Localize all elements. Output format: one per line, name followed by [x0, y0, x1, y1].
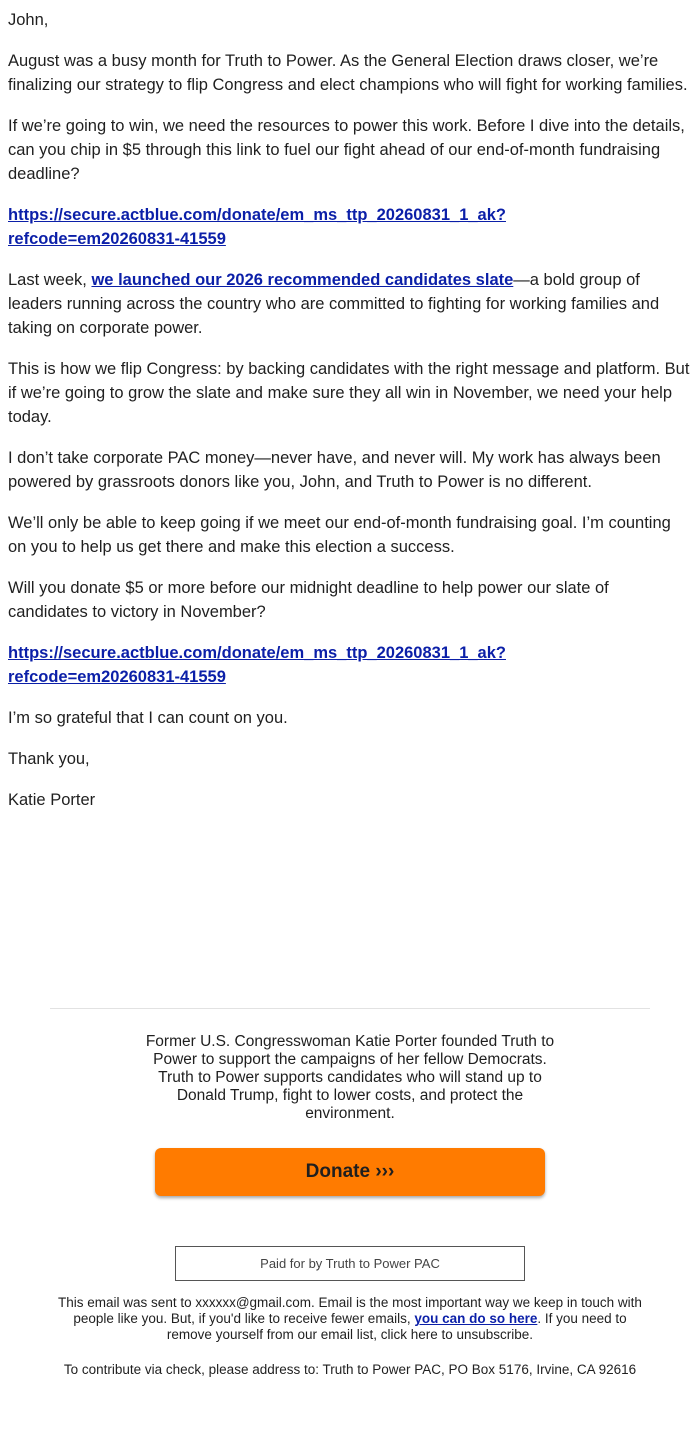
footer-email-notice — [50, 1295, 650, 1343]
slate-text-after: —a bold group of leaders running across the country who are committed to fighting for working families and taking on corporate power. — [8, 271, 660, 337]
email-notice-before: This email was sent to xxxxxx@gmail.com. Email is the most important way we keep in touch with people like you. But, if you'd like to receive fewer emails, — [58, 1295, 642, 1326]
donate-link-1[interactable] — [8, 206, 506, 248]
paragraph-flip-congress: This is how we flip Congress: by backing candidates with the right message and platform. But if we’re going to grow the slate and make sure they all win in November, we need your help today. — [8, 360, 690, 426]
paid-for-disclaimer: Paid for by Truth to Power PAC — [175, 1246, 525, 1281]
footer-about: Former U.S. Congresswoman Katie Porter founded Truth to Power to support the campaigns of her fellow Democrats. Truth to Power supports candidates who will stand up to Donald Trump, fight to lower costs, and protect the environment. — [145, 1033, 555, 1122]
signature: Katie Porter — [8, 791, 96, 809]
slate-text-before: Last week, — [8, 271, 92, 289]
donate-link-2-line1: https://secure.actblue.com/donate/em_ms_ttp_20260831_1_ak? — [8, 644, 506, 662]
footer-divider — [50, 1008, 650, 1009]
paragraph-intro: August was a busy month for Truth to Power. As the General Election draws closer, we’re finalizing our strategy to flip Congress and elect champions who will fight for working families. — [8, 52, 688, 94]
paragraph-no-pac-money: I don’t take corporate PAC money—never have, and never will. My work has always been powered by grassroots donors like you, John, and Truth to Power is no different. — [8, 449, 661, 491]
paragraph-goal: We’ll only be able to keep going if we meet our end-of-month fundraising goal. I’m counting on you to help us get there and make this election a success. — [8, 514, 671, 556]
check-address: To contribute via check, please address to: Truth to Power PAC, PO Box 5176, Irvine, CA 92616 — [63, 1362, 637, 1377]
donate-link-2[interactable] — [8, 644, 506, 686]
donate-link-2-wrapper — [8, 641, 692, 689]
greeting: John, — [8, 11, 49, 29]
donate-link-1-wrapper — [8, 203, 692, 251]
fewer-emails-link[interactable]: you can do so here — [414, 1311, 538, 1326]
donate-link-2-line2: refcode=em20260831-41559 — [8, 668, 226, 686]
email-notice-after: . If you need to remove yourself from our email list, click here to unsubscribe. — [166, 1311, 627, 1342]
paragraph-deadline: Will you donate $5 or more before our midnight deadline to help power our slate of candidates to victory in November? — [8, 579, 609, 621]
donate-link-1-line2: refcode=em20260831-41559 — [8, 230, 226, 248]
paragraph-slate — [8, 268, 692, 340]
donate-button[interactable]: Donate ››› — [155, 1148, 545, 1196]
donate-link-1-line1: https://secure.actblue.com/donate/em_ms_ttp_20260831_1_ak? — [8, 206, 506, 224]
email-body — [8, 8, 692, 829]
signoff: Thank you, — [8, 750, 90, 768]
paragraph-grateful: I’m so grateful that I can count on you. — [8, 709, 288, 727]
paragraph-ask: If we’re going to win, we need the resources to power this work. Before I dive into the details, can you chip in $5 through this link to fuel our fight ahead of our end-of-month fundraising deadline? — [8, 117, 685, 183]
slate-link[interactable]: we launched our 2026 recommended candidates slate — [91, 271, 514, 289]
